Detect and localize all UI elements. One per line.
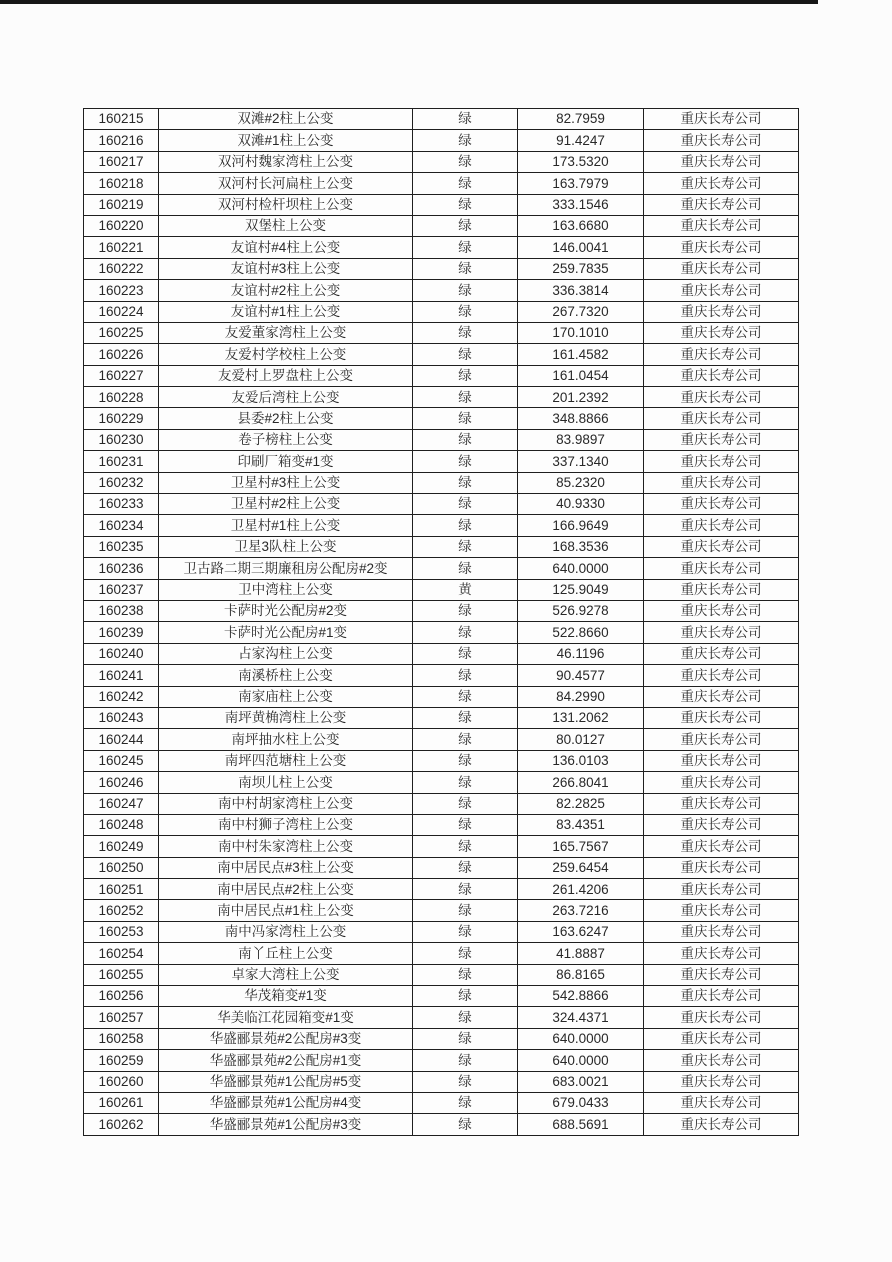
cell-status-color: 绿 [413,600,518,621]
cell-capacity-value: 168.3536 [518,536,644,557]
cell-name: 友谊村#2柱上公变 [159,280,413,301]
cell-status-color: 绿 [413,686,518,707]
cell-capacity-value: 640.0000 [518,1028,644,1049]
cell-capacity-value: 86.8165 [518,964,644,985]
cell-status-color: 绿 [413,1071,518,1092]
cell-company: 重庆长寿公司 [644,301,799,322]
table-row [84,1114,799,1135]
table-row [84,173,799,194]
cell-id: 160253 [84,921,159,942]
cell-status-color: 绿 [413,857,518,878]
cell-id: 160228 [84,387,159,408]
table-row [84,729,799,750]
cell-status-color: 绿 [413,643,518,664]
table-row [84,857,799,878]
cell-name: 华盛郦景苑#1公配房#3变 [159,1114,413,1135]
cell-company: 重庆长寿公司 [644,194,799,215]
cell-status-color: 绿 [413,365,518,386]
cell-id: 160226 [84,344,159,365]
cell-name: 双河村魏家湾柱上公变 [159,151,413,172]
cell-status-color: 绿 [413,109,518,130]
cell-company: 重庆长寿公司 [644,151,799,172]
cell-name: 南中居民点#3柱上公变 [159,857,413,878]
cell-capacity-value: 266.8041 [518,772,644,793]
cell-id: 160232 [84,472,159,493]
cell-capacity-value: 82.7959 [518,109,644,130]
cell-status-color: 绿 [413,793,518,814]
cell-name: 友爱董家湾柱上公变 [159,322,413,343]
cell-status-color: 绿 [413,194,518,215]
cell-company: 重庆长寿公司 [644,686,799,707]
table-row [84,814,799,835]
cell-name: 卫星村#2柱上公变 [159,494,413,515]
cell-capacity-value: 324.4371 [518,1007,644,1028]
cell-capacity-value: 163.6680 [518,215,644,236]
cell-name: 卡萨时光公配房#1变 [159,622,413,643]
cell-status-color: 绿 [413,301,518,322]
cell-name: 南丫丘柱上公变 [159,943,413,964]
cell-capacity-value: 90.4577 [518,665,644,686]
cell-name: 卡萨时光公配房#2变 [159,600,413,621]
cell-name: 友爱村学校柱上公变 [159,344,413,365]
cell-id: 160223 [84,280,159,301]
cell-status-color: 绿 [413,943,518,964]
cell-status-color: 绿 [413,515,518,536]
cell-capacity-value: 348.8866 [518,408,644,429]
cell-company: 重庆长寿公司 [644,857,799,878]
cell-name: 友爱村上罗盘柱上公变 [159,365,413,386]
cell-id: 160224 [84,301,159,322]
cell-id: 160220 [84,215,159,236]
cell-capacity-value: 146.0041 [518,237,644,258]
cell-name: 南坪抽水柱上公变 [159,729,413,750]
table-row [84,686,799,707]
cell-id: 160230 [84,429,159,450]
cell-id: 160252 [84,900,159,921]
cell-id: 160227 [84,365,159,386]
cell-status-color: 绿 [413,451,518,472]
cell-id: 160234 [84,515,159,536]
table-row [84,109,799,130]
cell-name: 南中村朱家湾柱上公变 [159,836,413,857]
table-row [84,215,799,236]
table-row [84,472,799,493]
table-row [84,451,799,472]
table-row [84,1071,799,1092]
cell-name: 南溪桥柱上公变 [159,665,413,686]
table-body [84,109,799,1136]
cell-status-color: 绿 [413,429,518,450]
cell-name: 县委#2柱上公变 [159,408,413,429]
cell-capacity-value: 161.4582 [518,344,644,365]
cell-name: 卷子榜柱上公变 [159,429,413,450]
cell-name: 占家沟柱上公变 [159,643,413,664]
cell-name: 南坪四范塘柱上公变 [159,750,413,771]
cell-id: 160218 [84,173,159,194]
cell-id: 160225 [84,322,159,343]
cell-status-color: 绿 [413,280,518,301]
cell-company: 重庆长寿公司 [644,258,799,279]
cell-status-color: 绿 [413,322,518,343]
cell-name: 南中村胡家湾柱上公变 [159,793,413,814]
cell-status-color: 绿 [413,558,518,579]
table-row [84,986,799,1007]
cell-status-color: 绿 [413,1050,518,1071]
cell-capacity-value: 640.0000 [518,1050,644,1071]
cell-name: 华茂箱变#1变 [159,986,413,1007]
cell-company: 重庆长寿公司 [644,109,799,130]
cell-capacity-value: 80.0127 [518,729,644,750]
cell-id: 160221 [84,237,159,258]
cell-id: 160245 [84,750,159,771]
cell-status-color: 绿 [413,472,518,493]
cell-capacity-value: 173.5320 [518,151,644,172]
cell-company: 重庆长寿公司 [644,429,799,450]
cell-company: 重庆长寿公司 [644,793,799,814]
table-row [84,301,799,322]
table-row [84,536,799,557]
cell-id: 160256 [84,986,159,1007]
cell-status-color: 绿 [413,729,518,750]
cell-capacity-value: 640.0000 [518,558,644,579]
cell-id: 160229 [84,408,159,429]
cell-name: 卓家大湾柱上公变 [159,964,413,985]
cell-company: 重庆长寿公司 [644,1050,799,1071]
table-row [84,408,799,429]
cell-company: 重庆长寿公司 [644,451,799,472]
cell-id: 160240 [84,643,159,664]
cell-company: 重庆长寿公司 [644,707,799,728]
table-row [84,921,799,942]
cell-name: 南家庙柱上公变 [159,686,413,707]
cell-name: 华美临江花园箱变#1变 [159,1007,413,1028]
cell-id: 160238 [84,600,159,621]
cell-status-color: 绿 [413,814,518,835]
cell-company: 重庆长寿公司 [644,1071,799,1092]
cell-capacity-value: 522.8660 [518,622,644,643]
cell-id: 160261 [84,1092,159,1113]
cell-id: 160219 [84,194,159,215]
cell-name: 华盛郦景苑#2公配房#1变 [159,1050,413,1071]
table-row [84,622,799,643]
cell-company: 重庆长寿公司 [644,643,799,664]
cell-status-color: 绿 [413,387,518,408]
cell-id: 160215 [84,109,159,130]
cell-name: 南中村狮子湾柱上公变 [159,814,413,835]
cell-status-color: 黄 [413,579,518,600]
cell-company: 重庆长寿公司 [644,1114,799,1135]
cell-company: 重庆长寿公司 [644,387,799,408]
cell-capacity-value: 131.2062 [518,707,644,728]
cell-capacity-value: 337.1340 [518,451,644,472]
cell-id: 160262 [84,1114,159,1135]
cell-company: 重庆长寿公司 [644,900,799,921]
cell-capacity-value: 161.0454 [518,365,644,386]
cell-company: 重庆长寿公司 [644,1092,799,1113]
cell-name: 南中居民点#2柱上公变 [159,879,413,900]
cell-id: 160246 [84,772,159,793]
cell-company: 重庆长寿公司 [644,1028,799,1049]
table-row [84,558,799,579]
cell-status-color: 绿 [413,772,518,793]
cell-name: 卫星3队柱上公变 [159,536,413,557]
table-row [84,1007,799,1028]
cell-capacity-value: 688.5691 [518,1114,644,1135]
table-row [84,879,799,900]
cell-status-color: 绿 [413,1092,518,1113]
table-row [84,365,799,386]
cell-capacity-value: 542.8866 [518,986,644,1007]
cell-company: 重庆长寿公司 [644,986,799,1007]
cell-capacity-value: 91.4247 [518,130,644,151]
cell-id: 160231 [84,451,159,472]
cell-status-color: 绿 [413,707,518,728]
cell-id: 160241 [84,665,159,686]
cell-status-color: 绿 [413,750,518,771]
cell-company: 重庆长寿公司 [644,836,799,857]
cell-name: 卫中湾柱上公变 [159,579,413,600]
cell-id: 160242 [84,686,159,707]
cell-status-color: 绿 [413,836,518,857]
cell-name: 华盛郦景苑#2公配房#3变 [159,1028,413,1049]
cell-id: 160236 [84,558,159,579]
cell-company: 重庆长寿公司 [644,921,799,942]
cell-company: 重庆长寿公司 [644,622,799,643]
cell-capacity-value: 267.7320 [518,301,644,322]
cell-name: 友谊村#3柱上公变 [159,258,413,279]
cell-company: 重庆长寿公司 [644,365,799,386]
cell-name: 南中冯家湾柱上公变 [159,921,413,942]
cell-capacity-value: 201.2392 [518,387,644,408]
table-row [84,900,799,921]
table-row [84,344,799,365]
cell-status-color: 绿 [413,921,518,942]
cell-capacity-value: 136.0103 [518,750,644,771]
cell-company: 重庆长寿公司 [644,943,799,964]
cell-company: 重庆长寿公司 [644,772,799,793]
cell-id: 160249 [84,836,159,857]
cell-id: 160254 [84,943,159,964]
cell-company: 重庆长寿公司 [644,814,799,835]
cell-id: 160259 [84,1050,159,1071]
cell-name: 友爱后湾柱上公变 [159,387,413,408]
table-row [84,387,799,408]
table-row [84,665,799,686]
cell-company: 重庆长寿公司 [644,600,799,621]
cell-status-color: 绿 [413,536,518,557]
cell-capacity-value: 83.9897 [518,429,644,450]
table-row [84,130,799,151]
cell-name: 印刷厂箱变#1变 [159,451,413,472]
table-row [84,322,799,343]
table-row [84,237,799,258]
cell-id: 160257 [84,1007,159,1028]
cell-id: 160239 [84,622,159,643]
table-row [84,494,799,515]
cell-company: 重庆长寿公司 [644,515,799,536]
cell-status-color: 绿 [413,1007,518,1028]
table-row [84,194,799,215]
cell-capacity-value: 166.9649 [518,515,644,536]
transformer-table-container [83,108,799,1136]
cell-id: 160250 [84,857,159,878]
table-row [84,836,799,857]
cell-company: 重庆长寿公司 [644,964,799,985]
cell-id: 160244 [84,729,159,750]
table-row [84,600,799,621]
cell-capacity-value: 261.4206 [518,879,644,900]
cell-name: 南中居民点#1柱上公变 [159,900,413,921]
cell-capacity-value: 46.1196 [518,643,644,664]
cell-company: 重庆长寿公司 [644,130,799,151]
table-row [84,772,799,793]
cell-status-color: 绿 [413,494,518,515]
cell-status-color: 绿 [413,151,518,172]
cell-status-color: 绿 [413,622,518,643]
cell-status-color: 绿 [413,986,518,1007]
cell-capacity-value: 82.2825 [518,793,644,814]
cell-status-color: 绿 [413,173,518,194]
table-row [84,429,799,450]
cell-company: 重庆长寿公司 [644,536,799,557]
cell-status-color: 绿 [413,1114,518,1135]
cell-status-color: 绿 [413,215,518,236]
cell-company: 重庆长寿公司 [644,558,799,579]
cell-status-color: 绿 [413,964,518,985]
cell-capacity-value: 84.2990 [518,686,644,707]
cell-name: 南坪黄桷湾柱上公变 [159,707,413,728]
transformer-table [83,108,799,1136]
cell-status-color: 绿 [413,1028,518,1049]
cell-company: 重庆长寿公司 [644,472,799,493]
cell-id: 160235 [84,536,159,557]
cell-capacity-value: 170.1010 [518,322,644,343]
cell-capacity-value: 526.9278 [518,600,644,621]
cell-capacity-value: 165.7567 [518,836,644,857]
cell-name: 华盛郦景苑#1公配房#5变 [159,1071,413,1092]
table-row [84,643,799,664]
cell-id: 160251 [84,879,159,900]
table-row [84,258,799,279]
cell-company: 重庆长寿公司 [644,579,799,600]
cell-id: 160258 [84,1028,159,1049]
cell-id: 160222 [84,258,159,279]
table-row [84,793,799,814]
cell-company: 重庆长寿公司 [644,750,799,771]
cell-capacity-value: 83.4351 [518,814,644,835]
cell-capacity-value: 679.0433 [518,1092,644,1113]
cell-company: 重庆长寿公司 [644,322,799,343]
cell-company: 重庆长寿公司 [644,665,799,686]
cell-capacity-value: 683.0021 [518,1071,644,1092]
cell-id: 160248 [84,814,159,835]
cell-status-color: 绿 [413,258,518,279]
cell-name: 双河村检杆坝柱上公变 [159,194,413,215]
cell-name: 双河村长河扁柱上公变 [159,173,413,194]
cell-name: 卫星村#3柱上公变 [159,472,413,493]
cell-capacity-value: 263.7216 [518,900,644,921]
cell-id: 160216 [84,130,159,151]
table-row [84,280,799,301]
cell-capacity-value: 85.2320 [518,472,644,493]
cell-id: 160247 [84,793,159,814]
cell-status-color: 绿 [413,344,518,365]
cell-name: 双滩#2柱上公变 [159,109,413,130]
cell-id: 160260 [84,1071,159,1092]
table-row [84,151,799,172]
cell-capacity-value: 336.3814 [518,280,644,301]
cell-company: 重庆长寿公司 [644,1007,799,1028]
table-row [84,1092,799,1113]
cell-status-color: 绿 [413,237,518,258]
cell-company: 重庆长寿公司 [644,494,799,515]
table-row [84,707,799,728]
table-row [84,515,799,536]
cell-capacity-value: 163.7979 [518,173,644,194]
scan-artifact-top-bar [0,0,818,4]
table-row [84,964,799,985]
cell-status-color: 绿 [413,130,518,151]
cell-capacity-value: 40.9330 [518,494,644,515]
cell-name: 双滩#1柱上公变 [159,130,413,151]
cell-capacity-value: 125.9049 [518,579,644,600]
cell-capacity-value: 163.6247 [518,921,644,942]
cell-capacity-value: 41.8887 [518,943,644,964]
cell-name: 卫古路二期三期廉租房公配房#2变 [159,558,413,579]
cell-company: 重庆长寿公司 [644,215,799,236]
cell-id: 160243 [84,707,159,728]
cell-capacity-value: 259.6454 [518,857,644,878]
cell-name: 友谊村#4柱上公变 [159,237,413,258]
cell-name: 友谊村#1柱上公变 [159,301,413,322]
table-row [84,943,799,964]
cell-id: 160217 [84,151,159,172]
cell-id: 160255 [84,964,159,985]
cell-name: 卫星村#1柱上公变 [159,515,413,536]
table-row [84,750,799,771]
cell-status-color: 绿 [413,408,518,429]
cell-capacity-value: 333.1546 [518,194,644,215]
cell-id: 160233 [84,494,159,515]
cell-status-color: 绿 [413,900,518,921]
cell-company: 重庆长寿公司 [644,879,799,900]
table-row [84,1050,799,1071]
cell-company: 重庆长寿公司 [644,408,799,429]
cell-company: 重庆长寿公司 [644,729,799,750]
table-row [84,579,799,600]
table-row [84,1028,799,1049]
cell-name: 双堡柱上公变 [159,215,413,236]
cell-company: 重庆长寿公司 [644,344,799,365]
cell-name: 南坝儿柱上公变 [159,772,413,793]
cell-company: 重庆长寿公司 [644,237,799,258]
cell-status-color: 绿 [413,879,518,900]
cell-capacity-value: 259.7835 [518,258,644,279]
cell-company: 重庆长寿公司 [644,173,799,194]
cell-company: 重庆长寿公司 [644,280,799,301]
cell-status-color: 绿 [413,665,518,686]
cell-id: 160237 [84,579,159,600]
cell-name: 华盛郦景苑#1公配房#4变 [159,1092,413,1113]
